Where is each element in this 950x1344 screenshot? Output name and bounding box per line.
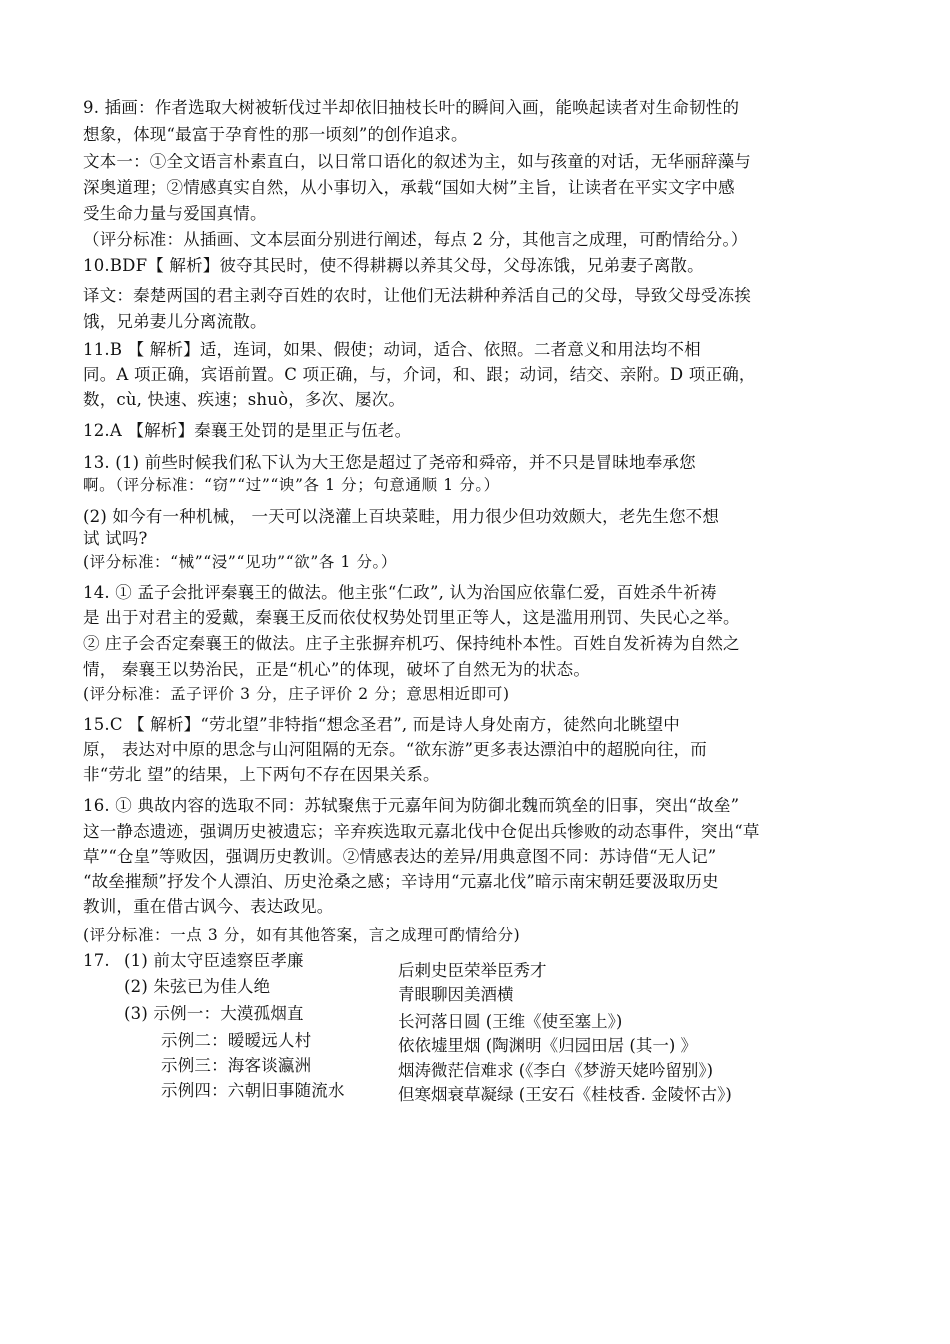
q15-line-3: 非“劳北 望”的结果，上下两句不存在因果关系。 bbox=[83, 765, 440, 784]
q17-left-4: 示例二：暧暧远人村 bbox=[161, 1031, 312, 1050]
q9-line-4: 深奥道理；②情感真实自然，从小事切入，承载“国如大树”主旨，让读者在平实文字中感 bbox=[83, 178, 735, 197]
q17-left-1: (1) 前太守臣逵察臣孝廉 bbox=[124, 951, 304, 970]
q10-line-3: 饿，兄弟妻儿分离流散。 bbox=[83, 312, 267, 331]
q9-line-2: 想象，体现“最富于孕育性的那一顷刻”的创作追求。 bbox=[83, 125, 468, 144]
q12-line-1: 12.A 【解析】秦襄王处罚的是里正与伍老。 bbox=[83, 421, 412, 440]
q16-line-1: 16. ① 典故内容的选取不同：苏轼聚焦于元嘉年间为防御北魏而筑垒的旧事，突出“故垒” bbox=[83, 796, 740, 815]
q9-line-1: 9. 插画：作者选取大树被斩伐过半却依旧抽枝长叶的瞬间入画，能唤起读者对生命韧性的 bbox=[83, 98, 740, 117]
q9-line-3: 文本一：①全文语言朴素直白，以日常口语化的叙述为主，如与孩童的对话，无华丽辞藻与 bbox=[83, 152, 751, 171]
q17-right-2: 青眼聊因美酒横 bbox=[398, 985, 514, 1004]
q13-line-1: 13. (1) 前些时候我们私下认为大王您是超过了尧帝和舜帝，并不只是冒昧地奉承您 bbox=[83, 453, 696, 472]
q14-scoring-note: (评分标准：孟子评价 3 分，庄子评价 2 分；意思相近即可) bbox=[83, 685, 510, 703]
q9-line-5: 受生命力量与爱国真情。 bbox=[83, 204, 267, 223]
q14-line-1: 14. ① 孟子会批评秦襄王的做法。他主张“仁政”, 认为治国应依靠仁爱，百姓杀牛祈祷 bbox=[83, 583, 717, 602]
q17-right-4: 依依墟里烟 (陶渊明《归园田居 (其一) 》 bbox=[398, 1036, 698, 1055]
q13-scoring-note: (评分标准：“械”“浸”“见功”“欲”各 1 分。） bbox=[83, 553, 398, 571]
q9-scoring-note: （评分标准：从插画、文本层面分别进行阐述，每点 2 分，其他言之成理，可酌情给分。） bbox=[83, 230, 748, 249]
q17-left-2: (2) 朱弦已为佳人绝 bbox=[124, 977, 271, 996]
q14-line-4: 情， 秦襄王以势治民，正是“机心”的体现，破坏了自然无为的状态。 bbox=[83, 660, 591, 679]
q10-line-2: 译文：秦楚两国的君主剥夺百姓的农时，让他们无法耕种养活自己的父母，导致父母受冻挨 bbox=[83, 286, 751, 305]
q17-right-5: 烟涛微茫信难求 (《李白《梦游天姥吟留别》) bbox=[398, 1061, 714, 1080]
q15-line-1: 15.C 【 解析】“劳北望”非特指“想念圣君”, 而是诗人身处南方，徒然向北眺望中 bbox=[83, 715, 680, 734]
q17-right-3: 长河落日圆 (王维《使至塞上》) bbox=[398, 1012, 623, 1031]
q17-label: 17. bbox=[83, 951, 110, 970]
q11-line-1: 11.B 【 解析】适，连词，如果、假使；动词，适合、依照。二者意义和用法均不相 bbox=[83, 340, 701, 359]
q15-line-2: 原， 表达对中原的思念与山河阻隔的无奈。“欲东游”更多表达漂泊中的超脱向往，而 bbox=[83, 740, 707, 759]
q13-line-2: 啊。（评分标准：“窃”“过”“谀”各 1 分；句意通顺 1 分。） bbox=[83, 476, 500, 494]
q11-line-2: 同。A 项正确，宾语前置。C 项正确，与，介词，和、跟；动词，结交、亲附。D 项正确， bbox=[83, 365, 756, 384]
q14-line-2: 是 出于对君主的爱戴，秦襄王反而依仗权势处罚里正等人，这是滥用刑罚、失民心之举。 bbox=[83, 608, 740, 627]
q17-right-6: 但寒烟衰草凝绿 (王安石《桂枝香. 金陵怀古》) bbox=[398, 1085, 732, 1104]
q16-line-5: 教训，重在借古讽今、表达政见。 bbox=[83, 897, 334, 916]
q10-line-1: 10.BDF【 解析】彼夺其民时，使不得耕耨以养其父母，父母冻饿，兄弟妻子离散。 bbox=[83, 256, 704, 275]
q17-left-5: 示例三：海客谈瀛洲 bbox=[161, 1056, 312, 1075]
q11-line-3: 数，cù, 快速、疾速；shuò，多次、屡次。 bbox=[83, 390, 406, 409]
q16-scoring-note: (评分标准：一点 3 分，如有其他答案，言之成理可酌情给分) bbox=[83, 926, 521, 944]
q16-line-4: “故垒摧颓”抒发个人漂泊、历史沧桑之感；辛诗用“元嘉北伐”暗示南宋朝廷要汲取历史 bbox=[83, 872, 719, 891]
q16-line-3: 草”“仓皇”等败因，强调历史教训。②情感表达的差异/用典意图不同：苏诗借“无人记” bbox=[83, 847, 717, 866]
q17-left-3: (3) 示例一：大漠孤烟直 bbox=[124, 1004, 304, 1023]
q13-line-3: (2) 如今有一种机械， 一天可以浇灌上百块菜畦，用力很少但功效颇大，老先生您不想 bbox=[83, 507, 720, 526]
q17-left-6: 示例四：六朝旧事随流水 bbox=[161, 1081, 345, 1100]
q13-line-4: 试 试吗? bbox=[83, 529, 148, 548]
q16-line-2: 这一静态遗迹，强调历史被遗忘；辛弃疾选取元嘉北伐中仓促出兵惨败的动态事件，突出“草 bbox=[83, 822, 760, 841]
q17-right-1: 后刺史臣荣举臣秀才 bbox=[398, 961, 547, 980]
q14-line-3: ② 庄子会否定秦襄王的做法。庄子主张摒弃机巧、保持纯朴本性。百姓自发祈祷为自然之 bbox=[83, 634, 740, 653]
